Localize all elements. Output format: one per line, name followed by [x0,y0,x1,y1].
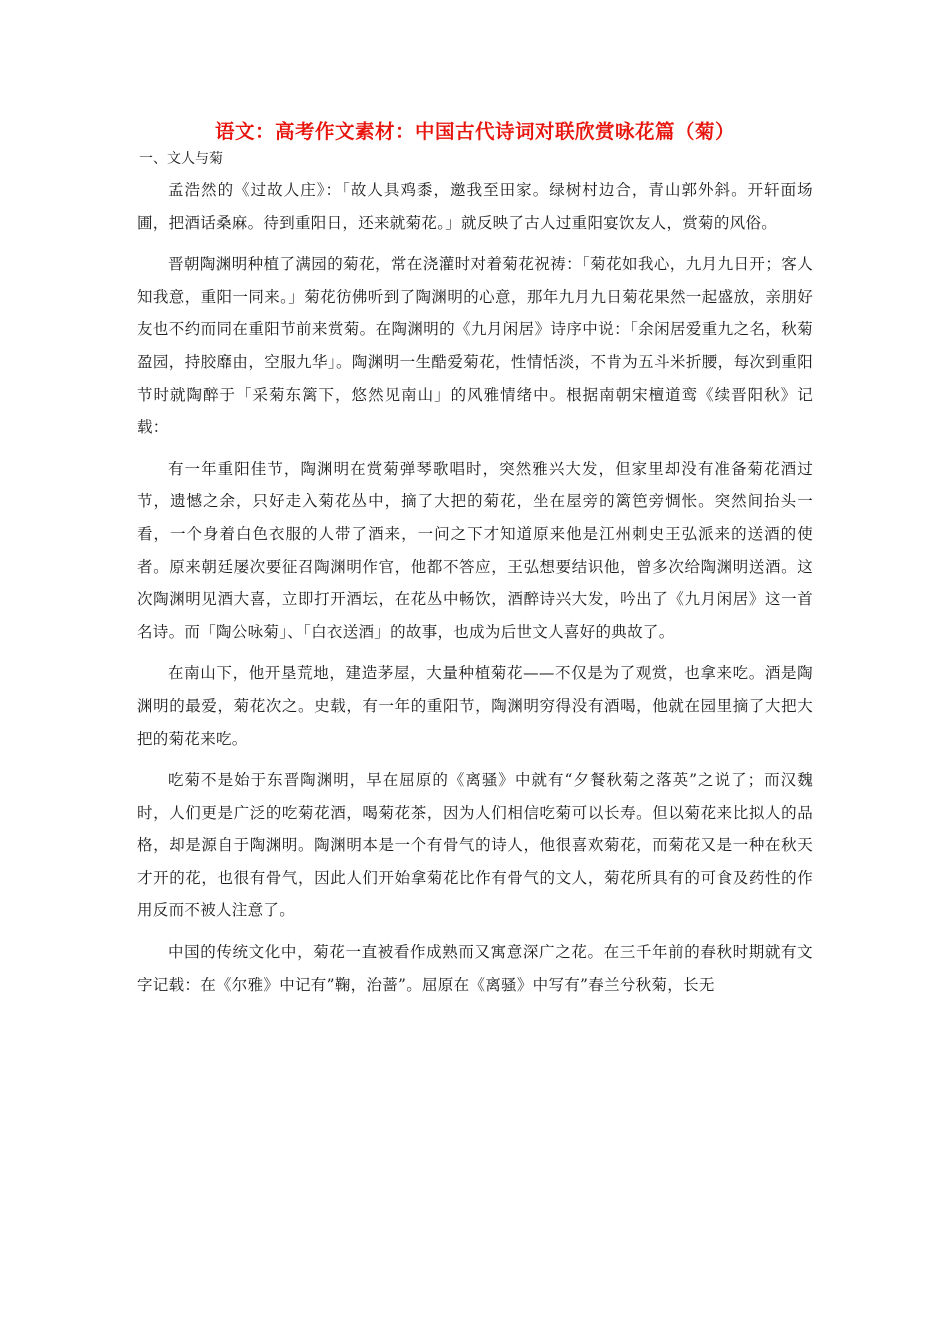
paragraph-4: 在南山下，他开垦荒地，建造茅屋，大量种植菊花——不仅是为了观赏，也拿来吃。酒是陶渊明的最爱，菊花次之。史载，有一年的重阳节，陶渊明穷得没有酒喝，他就在园里摘了大把大把的菊花来吃。 [137,664,813,748]
paragraph-2: 晋朝陶渊明种植了满园的菊花，常在浇灌时对着菊花祝祷：「菊花如我心，九月九日开；客人知我意，重阳一同来。」菊花彷佛听到了陶渊明的心意，那年九月九日菊花果然一起盛放，亲朋好友也不约而同在重阳节前来赏菊。在陶渊明的《九月闲居》诗序中说：「余闲居爱重九之名，秋菊盈园，持胶靡由，空服九华」。陶渊明一生酷爱菊花，性情恬淡，不肯为五斗米折腰，每次到重阳节时就陶醉于「采菊东篱下，悠然见南山」的风雅情绪中。根据南朝宋檀道鸾《续晋阳秋》记载： [137,255,813,437]
paragraph-3: 有一年重阳佳节，陶渊明在赏菊弹琴歌唱时，突然雅兴大发，但家里却没有准备菊花酒过节，遗憾之余，只好走入菊花丛中，摘了大把的菊花，坐在屋旁的篱笆旁惆怅。突然间抬头一看，一个身着白色衣服的人带了酒来，一问之下才知道原来他是江州刺史王弘派来的送酒的使者。原来朝廷屡次要征召陶渊明作官，他都不答应，王弘想要结识他，曾多次给陶渊明送酒。这次陶渊明见酒大喜，立即打开酒坛，在花丛中畅饮，酒醉诗兴大发，吟出了《九月闲居》这一首名诗。而「陶公咏菊」、「白衣送酒」的故事，也成为后世文人喜好的典故了。 [137,459,813,641]
document-page [137,117,813,1001]
paragraph-5: 吃菊不是始于东晋陶渊明，早在屈原的《离骚》中就有“夕餐秋菊之落英”之说了；而汉魏时，人们更是广泛的吃菊花酒，喝菊花茶，因为人们相信吃菊可以长寿。但以菊花来比拟人的品格，却是源自于陶渊明。陶渊明本是一个有骨气的诗人，他很喜欢菊花，而菊花又是一种在秋天才开的花，也很有骨气，因此人们开始拿菊花比作有骨气的文人，菊花所具有的可食及药性的作用反而不被人注意了。 [137,771,813,920]
paragraph-1: 孟浩然的《过故人庄》：「故人具鸡黍，邀我至田家。绿树村边合，青山郭外斜。开轩面场圃，把酒话桑麻。待到重阳日，还来就菊花。」就反映了古人过重阳宴饮友人，赏菊的风俗。 [137,181,813,232]
document-title: 语文：高考作文素材：中国古代诗词对联欣赏咏花篇（菊） [214,120,735,143]
section-heading: 一、文人与菊 [139,151,223,167]
paragraph-6: 中国的传统文化中，菊花一直被看作成熟而又寓意深广之花。在三千年前的春秋时期就有文字记载：在《尔雅》中记有”鞠，治蔷”。屈原在《离骚》中写有”春兰兮秋菊，长无 [137,943,813,994]
